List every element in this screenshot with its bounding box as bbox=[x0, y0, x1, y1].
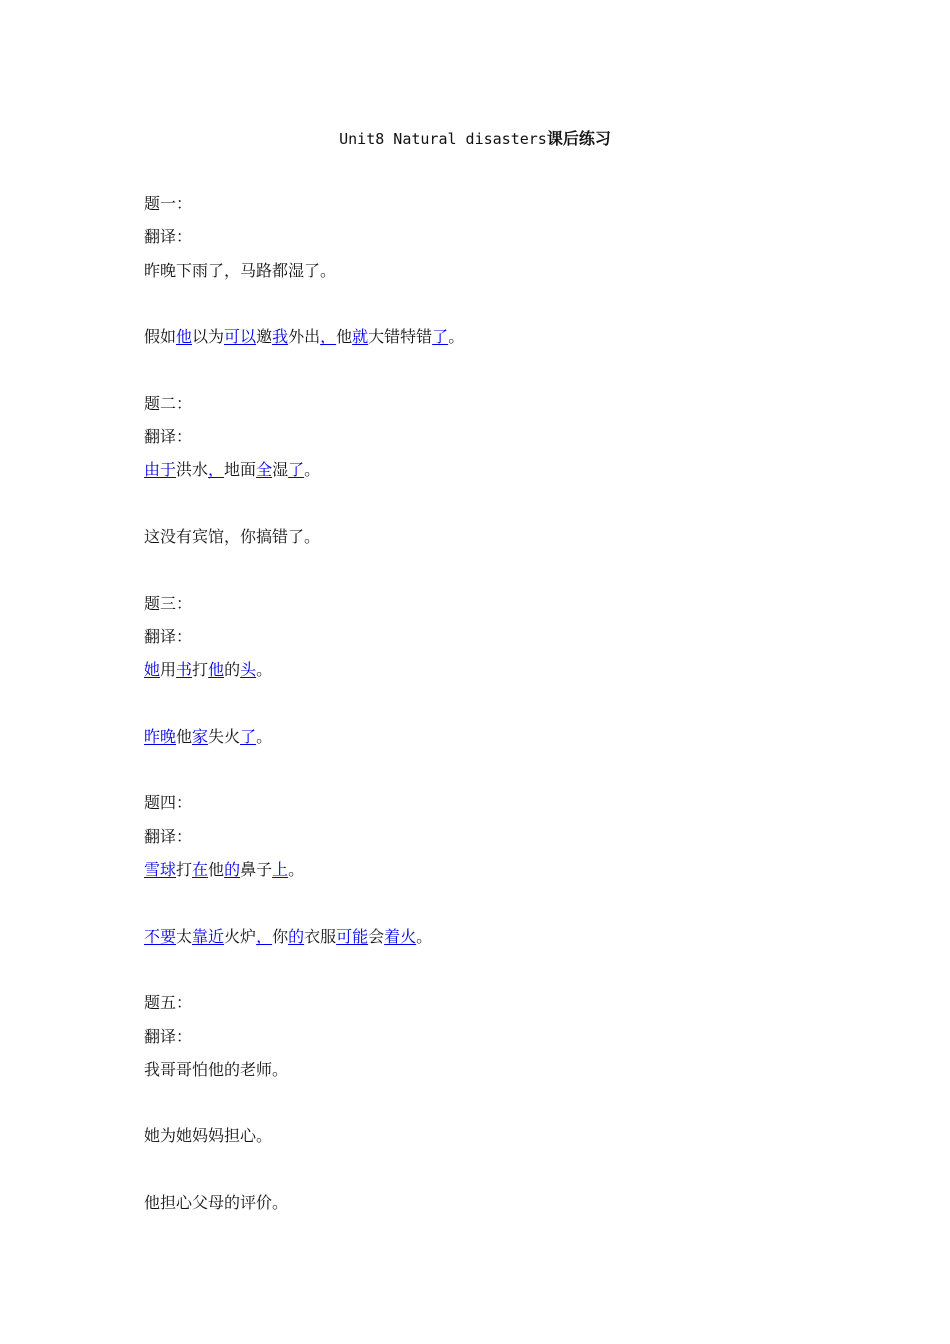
word-link[interactable]: 由于 bbox=[144, 460, 177, 480]
sentence-text: 。 bbox=[256, 660, 273, 680]
word-link[interactable]: 可以 bbox=[224, 327, 257, 347]
word-link[interactable]: 我 bbox=[272, 327, 289, 347]
translation-sentence bbox=[144, 261, 336, 281]
sentence-text: 他 bbox=[336, 327, 353, 347]
word-link[interactable]: 雪球 bbox=[144, 860, 177, 879]
section-label: 翻译： bbox=[144, 626, 193, 646]
section-heading: 题五： bbox=[144, 993, 193, 1013]
word-link[interactable]: 昨晚 bbox=[144, 726, 177, 746]
title-chinese: 课后练习 bbox=[546, 129, 611, 148]
word-link[interactable]: 就 bbox=[352, 327, 369, 347]
sentence-text: 湿 bbox=[272, 460, 289, 480]
sentence-text: 外出 bbox=[288, 327, 321, 347]
sentence-text: 假如 bbox=[144, 327, 177, 347]
page-title bbox=[0, 126, 950, 149]
sentence-text: 这没有宾馆，你搞错了。 bbox=[144, 527, 321, 546]
sentence-text: 。 bbox=[304, 460, 321, 480]
sentence-text: 。 bbox=[288, 860, 305, 879]
section-label: 翻译： bbox=[144, 427, 193, 447]
translation-sentence bbox=[144, 860, 304, 880]
section-heading: 题四： bbox=[144, 793, 193, 813]
section-label: 翻译： bbox=[144, 227, 193, 247]
section-label: 翻译： bbox=[144, 826, 193, 846]
sentence-text: 他 bbox=[176, 726, 193, 746]
translation-sentence bbox=[144, 327, 464, 347]
word-link[interactable]: ， bbox=[320, 327, 337, 347]
word-link[interactable]: 全 bbox=[256, 460, 273, 480]
word-link[interactable]: 家 bbox=[192, 726, 209, 746]
word-link[interactable]: 书 bbox=[176, 660, 193, 680]
word-link[interactable]: 可能 bbox=[336, 926, 369, 946]
word-link[interactable]: 了 bbox=[240, 726, 257, 746]
translation-sentence bbox=[144, 460, 320, 480]
translation-sentence bbox=[144, 660, 272, 680]
section-heading: 题二： bbox=[144, 393, 193, 413]
translation-sentence bbox=[144, 927, 432, 947]
word-link[interactable]: 了 bbox=[288, 460, 305, 480]
word-link[interactable]: 头 bbox=[240, 660, 257, 680]
sentence-text: 鼻子 bbox=[240, 860, 273, 879]
sentence-text: 我哥哥怕他的老师。 bbox=[144, 1059, 289, 1079]
word-link[interactable]: 着火 bbox=[384, 926, 417, 946]
word-link[interactable]: 靠近 bbox=[192, 926, 225, 946]
sentence-text: 。 bbox=[416, 926, 433, 946]
sentence-text: 昨晚下雨了，马路都湿了。 bbox=[144, 260, 337, 280]
translation-sentence bbox=[144, 1060, 288, 1080]
sentence-text: 他 bbox=[208, 860, 225, 879]
sentence-text: 洪水 bbox=[176, 460, 209, 480]
section-heading: 题三： bbox=[144, 593, 193, 613]
sentence-text: 会 bbox=[368, 926, 385, 946]
word-link[interactable]: 上 bbox=[272, 860, 289, 879]
word-link[interactable]: 他 bbox=[176, 327, 193, 347]
section-label: 翻译： bbox=[144, 1026, 193, 1046]
word-link[interactable]: ， bbox=[208, 460, 225, 480]
sentence-text: 火炉 bbox=[224, 926, 257, 946]
title-english: Unit8 Natural disasters bbox=[339, 130, 547, 148]
sentence-text: 。 bbox=[448, 327, 465, 347]
sentence-text: 衣服 bbox=[304, 926, 337, 946]
section-heading: 题一： bbox=[144, 194, 193, 213]
sentence-text: 他担心父母的评价。 bbox=[144, 1193, 289, 1212]
sentence-text: 失火 bbox=[208, 726, 241, 746]
sentence-text: 以为 bbox=[192, 327, 225, 347]
sentence-text: 打 bbox=[176, 860, 193, 879]
sentence-text: 。 bbox=[256, 726, 273, 746]
word-link[interactable]: 的 bbox=[224, 860, 241, 879]
sentence-text: 大错特错 bbox=[368, 327, 433, 347]
word-link[interactable]: 的 bbox=[288, 926, 305, 946]
sentence-text: 用 bbox=[160, 660, 177, 680]
translation-sentence bbox=[144, 1126, 272, 1146]
word-link[interactable]: 他 bbox=[208, 660, 225, 680]
word-link[interactable]: 在 bbox=[192, 860, 209, 879]
sentence-text: 邀 bbox=[256, 327, 273, 347]
word-link[interactable]: ， bbox=[256, 926, 273, 946]
sentence-text: 打 bbox=[192, 660, 209, 680]
word-link[interactable]: 她 bbox=[144, 660, 161, 680]
sentence-text: 你 bbox=[272, 926, 289, 946]
sentence-text: 地面 bbox=[224, 460, 257, 480]
sentence-text: 的 bbox=[224, 660, 241, 680]
translation-sentence bbox=[144, 527, 320, 547]
translation-sentence bbox=[144, 727, 272, 747]
sentence-text: 她为她妈妈担心。 bbox=[144, 1126, 273, 1146]
word-link[interactable]: 了 bbox=[432, 327, 449, 347]
word-link[interactable]: 不要 bbox=[144, 926, 177, 946]
translation-sentence bbox=[144, 1193, 288, 1213]
sentence-text: 太 bbox=[176, 926, 193, 946]
